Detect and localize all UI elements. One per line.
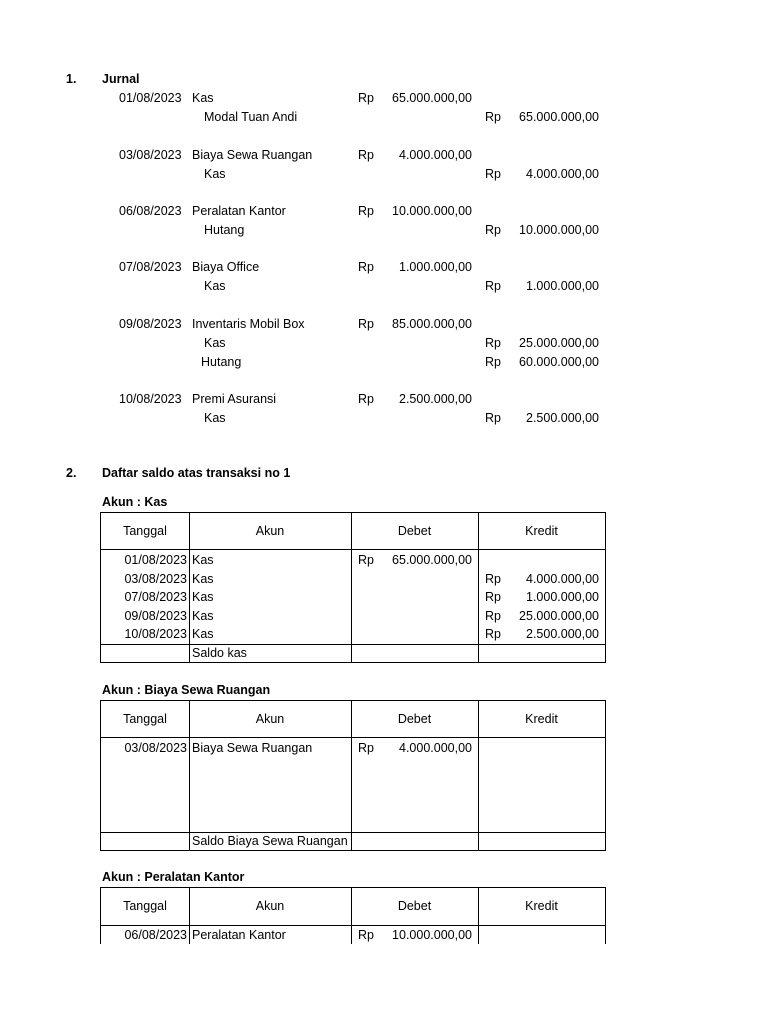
ledger-account: Biaya Sewa Ruangan (192, 741, 313, 755)
journal-credit-currency: Rp (485, 278, 501, 293)
ledger-account: Kas (192, 553, 214, 567)
ledger-credit-currency: Rp (485, 590, 501, 605)
journal-credit-currency: Rp (485, 109, 501, 124)
ledger-debit-currency: Rp (358, 741, 374, 755)
col-header-credit: Kredit (525, 712, 558, 726)
journal-date: 10/08/2023 (119, 392, 182, 406)
journal-credit-account: Kas (204, 278, 226, 293)
journal-debit-account: Premi Asuransi (192, 392, 277, 406)
ledger-account: Peralatan Kantor (192, 928, 286, 942)
ledger-debit-amount: 65.000.000,00 (392, 553, 472, 567)
ledger-table-biaya-sewa (100, 700, 606, 851)
journal-date: 07/08/2023 (119, 260, 182, 274)
journal-credit-account: Kas (204, 410, 226, 425)
ledger-date: 09/08/2023 (124, 608, 187, 623)
journal-debit-amount: 2.500.000,00 (399, 392, 472, 406)
journal-debit-currency: Rp (358, 317, 374, 331)
journal-date: 09/08/2023 (119, 317, 182, 331)
ledger-debit-currency: Rp (358, 553, 374, 567)
ledger-credit-currency: Rp (485, 608, 501, 623)
journal-credit-account: Hutang (201, 354, 242, 369)
ledger-account: Kas (192, 571, 214, 586)
saldo-label: Saldo kas (192, 646, 247, 660)
journal-debit-currency: Rp (358, 148, 374, 162)
journal-date: 03/08/2023 (119, 148, 182, 162)
col-header-credit: Kredit (525, 899, 558, 913)
col-header-debit: Debet (397, 524, 432, 538)
journal-debit-currency: Rp (358, 260, 374, 274)
ledger-credit-amount: 2.500.000,00 (526, 627, 599, 642)
journal-date: 01/08/2023 (119, 91, 182, 105)
ledger-date: 07/08/2023 (124, 590, 187, 605)
journal-debit-amount: 85.000.000,00 (392, 317, 472, 331)
col-header-account: Akun (255, 899, 285, 913)
col-header-debit: Debet (397, 899, 432, 913)
journal-credit-amount: 25.000.000,00 (519, 335, 599, 350)
saldo-label: Saldo Biaya Sewa Ruangan (192, 834, 348, 848)
ledger-table-peralatan (100, 887, 606, 944)
journal-debit-account: Biaya Office (192, 260, 260, 274)
journal-credit-amount: 1.000.000,00 (526, 278, 599, 293)
journal-debit-currency: Rp (358, 91, 374, 105)
journal-date: 06/08/2023 (119, 204, 182, 218)
ledger-table-kas (100, 512, 606, 663)
ledger-debit-amount: 10.000.000,00 (392, 928, 472, 942)
col-header-credit: Kredit (525, 524, 558, 538)
journal-debit-amount: 65.000.000,00 (392, 91, 472, 105)
journal-credit-currency: Rp (485, 222, 501, 237)
journal-credit-currency: Rp (485, 335, 501, 350)
journal-debit-account: Inventaris Mobil Box (192, 317, 305, 331)
ledger-credit-currency: Rp (485, 627, 501, 642)
section-1-title: Jurnal (102, 72, 140, 86)
journal-credit-amount: 10.000.000,00 (519, 222, 599, 237)
journal-credit-currency: Rp (485, 166, 501, 181)
col-header-date: Tanggal (123, 524, 167, 538)
col-header-date: Tanggal (123, 712, 167, 726)
journal-credit-amount: 65.000.000,00 (519, 109, 599, 124)
journal-credit-amount: 60.000.000,00 (519, 354, 599, 369)
ledger-date: 01/08/2023 (124, 553, 187, 567)
ledger-account: Kas (192, 608, 214, 623)
journal-credit-currency: Rp (485, 410, 501, 425)
ledger-credit-currency: Rp (485, 571, 501, 586)
ledger-credit-amount: 1.000.000,00 (526, 590, 599, 605)
ledger-debit-currency: Rp (358, 928, 374, 942)
journal-debit-amount: 4.000.000,00 (399, 148, 472, 162)
ledger-debit-amount: 4.000.000,00 (399, 741, 472, 755)
col-header-account: Akun (255, 712, 285, 726)
journal-debit-amount: 10.000.000,00 (392, 204, 472, 218)
ledger-date: 03/08/2023 (124, 741, 187, 755)
section-2-title: Daftar saldo atas transaksi no 1 (102, 466, 291, 480)
ledger-date: 10/08/2023 (124, 627, 187, 642)
journal-debit-currency: Rp (358, 392, 374, 406)
journal-credit-amount: 2.500.000,00 (526, 410, 599, 425)
col-header-account: Akun (255, 524, 285, 538)
journal-debit-account: Peralatan Kantor (192, 204, 286, 218)
journal-debit-account: Biaya Sewa Ruangan (192, 148, 313, 162)
ledger-credit-amount: 4.000.000,00 (526, 571, 599, 586)
ledger-date: 03/08/2023 (124, 571, 187, 586)
ledger-title: Akun : Biaya Sewa Ruangan (102, 683, 271, 697)
ledger-credit-amount: 25.000.000,00 (519, 608, 599, 623)
journal-credit-currency: Rp (485, 354, 501, 369)
ledger-account: Kas (192, 627, 214, 642)
journal-credit-account: Modal Tuan Andi (204, 109, 298, 124)
ledger-title: Akun : Peralatan Kantor (102, 870, 245, 884)
col-header-date: Tanggal (123, 899, 167, 913)
ledger-account: Kas (192, 590, 214, 605)
ledger-title: Akun : Kas (102, 495, 168, 509)
journal-credit-account: Hutang (204, 222, 245, 237)
journal-credit-amount: 4.000.000,00 (526, 166, 599, 181)
col-header-debit: Debet (397, 712, 432, 726)
journal-debit-account: Kas (192, 91, 214, 105)
ledger-date: 06/08/2023 (124, 928, 187, 942)
journal-debit-currency: Rp (358, 204, 374, 218)
section-1-number: 1. (66, 72, 77, 86)
section-2-number: 2. (66, 466, 77, 480)
journal-credit-account: Kas (204, 166, 226, 181)
journal-credit-account: Kas (204, 335, 226, 350)
journal-debit-amount: 1.000.000,00 (399, 260, 472, 274)
